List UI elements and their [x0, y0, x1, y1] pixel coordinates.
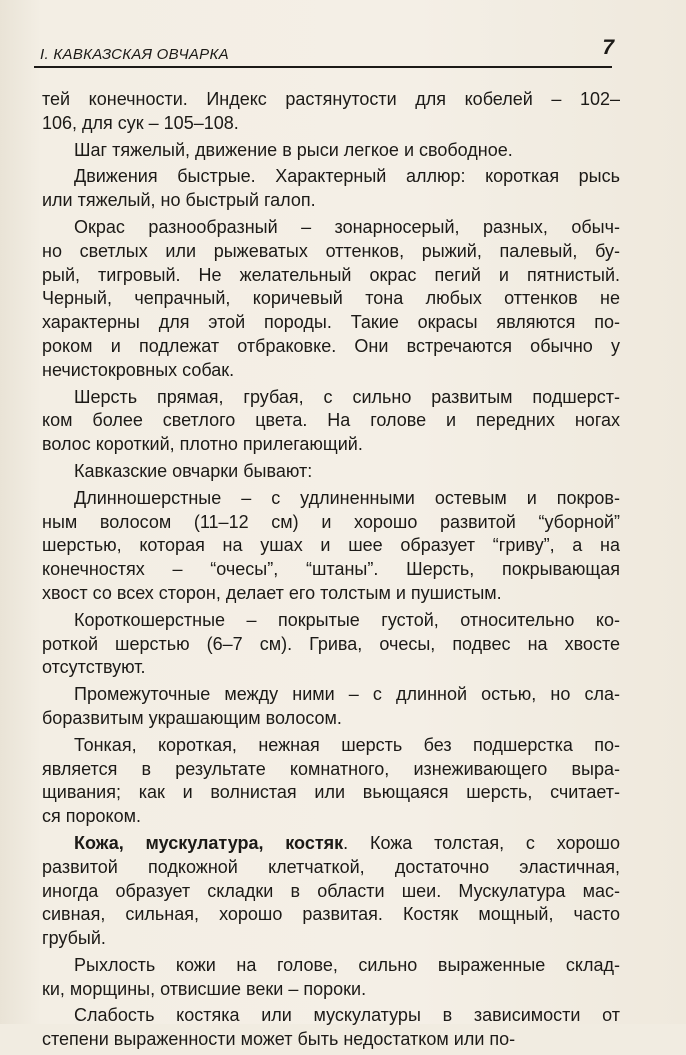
paragraph [42, 460, 620, 484]
text-line: ся пороком. [42, 806, 141, 827]
running-header [34, 36, 624, 68]
paragraph [42, 487, 620, 606]
text-line: Шерсть прямая, грубая, с сильно развитым подшерст- [74, 386, 620, 407]
text-line: нечистокровных собак. [42, 359, 235, 380]
text-line: Длинношерстные – с удлиненными остевым и покров- [74, 487, 620, 508]
text-line: Черный, чепрачный, коричевый тона любых оттенков не [42, 288, 620, 309]
text-line: степени выраженности может быть недостатком или по- [42, 1029, 516, 1050]
paragraph [42, 386, 620, 457]
header-rule [34, 66, 612, 68]
text-line: 106, для сук – 105–108. [42, 112, 239, 133]
paragraph [42, 609, 620, 680]
text-line: тей конечности. Индекс растянутости для кобелей – 102– [42, 89, 620, 109]
bold-heading: Кожа, мускулатура, костяк [74, 832, 344, 853]
text-line: отсутствуют. [42, 657, 146, 678]
paragraph [42, 683, 620, 731]
paragraph [42, 165, 620, 213]
text-line: роткой шерстью (6–7 см). Грива, очесы, подвес на хвосте [42, 633, 620, 654]
text-line: Рыхлость кожи на голове, сильно выраженные склад- [74, 954, 620, 975]
text-line: сивная, сильная, хорошо развитая. Костяк мощный, часто [42, 904, 620, 925]
text-line: характерны для этой породы. Такие окрасы являются по- [42, 312, 620, 333]
paragraph [42, 1004, 620, 1052]
text-line: Слабость костяка или мускулатуры в зависимости от [74, 1005, 620, 1026]
text-line: щивания; как и волнистая или вьющаяся шерсть, считает- [42, 782, 620, 803]
paragraph [42, 139, 620, 163]
text-line: конечностях – “очесы”, “штаны”. Шерсть, покрывающая [42, 559, 620, 580]
section-title: I. КАВКАЗСКАЯ ОВЧАРКА [40, 46, 229, 63]
text-line: развитой подкожной клетчаткой, достаточно эластичная, [42, 856, 620, 877]
text-line: Кавказские овчарки бывают: [74, 460, 313, 481]
text-line: шерстью, которая на ушах и шее образует “гриву”, а на [42, 535, 620, 556]
paragraph [42, 954, 620, 1002]
text-line: но светлых или рыжеватых оттенков, рыжий, палевый, бу- [42, 240, 620, 261]
text-line: роком и подлежат отбраковке. Они встречаются обычно у [42, 335, 620, 356]
body-text [42, 88, 620, 1055]
text-line: Тонкая, короткая, нежная шерсть без подшерстка по- [74, 734, 620, 755]
text-line: рый, тигровый. Не желательный окрас пегий и пятнистый. [42, 264, 620, 285]
text-line: грубый. [42, 928, 106, 949]
text-line: Движения быстрые. Характерный аллюр: короткая рысь [74, 166, 620, 187]
text-line: хвост со всех сторон, делает его толстым и пушистым. [42, 582, 502, 603]
text-line: является в результате комнатного, изнеживающего выра- [42, 758, 620, 779]
text-line: боразвитым украшающим волосом. [42, 707, 342, 728]
text-line: Промежуточные между ними – с длинной остью, но сла- [74, 684, 620, 705]
text-line: волос короткий, плотно прилегающий. [42, 434, 363, 455]
text-line: ным волосом (11–12 см) и хорошо развитой “уборной” [42, 511, 620, 532]
paragraph [42, 88, 620, 136]
paragraph [42, 734, 620, 829]
text-line: или тяжелый, но быстрый галоп. [42, 190, 316, 211]
text-line [42, 832, 620, 856]
text-line: ки, морщины, отвисшие веки – пороки. [42, 978, 367, 999]
text-line: Шаг тяжелый, движение в рыси легкое и свободное. [74, 139, 513, 160]
paragraph [42, 216, 620, 383]
text-line: ком более светлого цвета. На голове и передних ногах [42, 410, 620, 431]
paragraph [42, 832, 620, 951]
text-run: . Кожа толстая, с хорошо [343, 832, 620, 853]
text-line: Окрас разнообразный – зонарносерый, разных, обыч- [74, 216, 620, 237]
text-line: иногда образует складки в области шеи. Мускулатура мас- [42, 880, 620, 901]
text-line: Короткошерстные – покрытые густой, относительно ко- [74, 609, 620, 630]
page-number: 7 [602, 36, 614, 59]
